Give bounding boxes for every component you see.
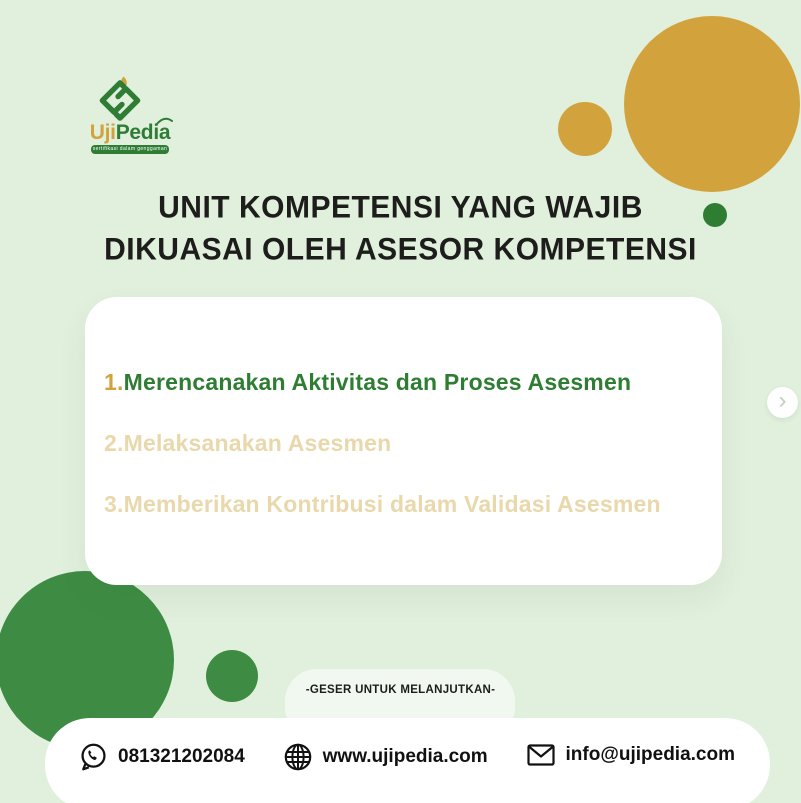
contact-footer: [45, 718, 770, 803]
decorative-gold-circle-large: [624, 16, 800, 192]
item-text: Merencanakan Aktivitas dan Proses Asesmen: [123, 369, 632, 395]
website-url: www.ujipedia.com: [322, 746, 488, 767]
page-title: [0, 187, 801, 271]
list-item: [104, 490, 712, 518]
swipe-hint-text: -GESER UNTUK MELANJUTKAN-: [305, 684, 496, 696]
contact-phone[interactable]: [78, 741, 245, 772]
next-slide-button[interactable]: [767, 387, 798, 418]
ujipedia-logo-icon: [95, 76, 145, 122]
item-number: 1.: [104, 369, 124, 395]
competency-list: [104, 368, 712, 518]
page-title-line2: DIKUASAI OLEH ASESOR KOMPETENSI: [104, 232, 697, 267]
page-title-line1: UNIT KOMPETENSI YANG WAJIB: [158, 190, 643, 225]
competency-card: [85, 297, 722, 585]
decorative-gold-circle-small: [558, 102, 612, 156]
ujipedia-logo: [78, 76, 182, 154]
list-item: [104, 368, 712, 396]
item-text: Memberikan Kontribusi dalam Validasi Asesmen: [123, 491, 661, 517]
item-number: 3.: [104, 491, 124, 517]
brand-uji: Uji: [89, 121, 116, 144]
item-number: 2.: [104, 430, 124, 456]
brand-wordmark: [90, 122, 170, 144]
chevron-right-icon: ›: [778, 386, 787, 414]
item-text: Melaksanakan Asesmen: [123, 430, 392, 456]
brand-pedia: Pedia: [115, 121, 171, 144]
envelope-icon: [525, 741, 557, 769]
phone-number: 081321202084: [118, 745, 245, 767]
email-address: info@ujipedia.com: [565, 744, 735, 765]
contact-website[interactable]: [282, 741, 488, 773]
brand-tagline: sertifikasi dalam genggaman: [92, 146, 168, 152]
list-item: [104, 429, 712, 457]
brand-swoosh-icon: [155, 117, 173, 127]
whatsapp-icon: [78, 741, 109, 772]
globe-icon: [282, 741, 314, 773]
contact-email[interactable]: [525, 741, 735, 769]
